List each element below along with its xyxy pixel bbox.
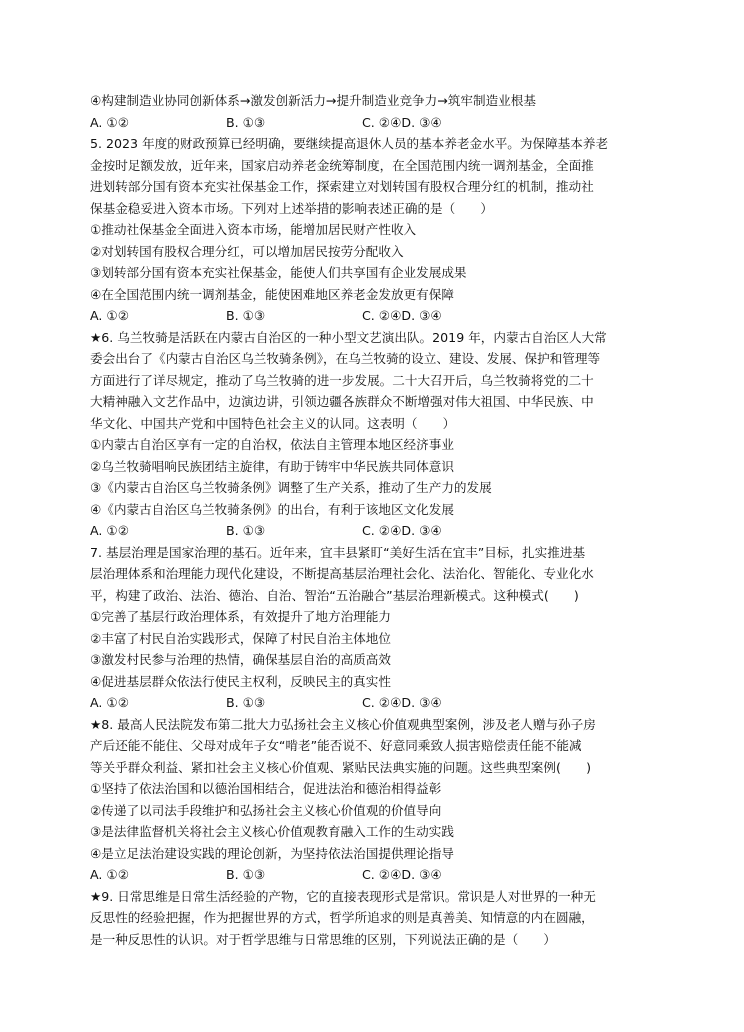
q8-statement-3: ③是法律监督机关将社会主义核心价值观教育融入工作的生动实践	[90, 824, 454, 839]
q7-options	[90, 692, 658, 714]
option-a: A. ①②	[90, 867, 129, 882]
q6-stem-line: 华文化、中国共产党和中国特色社会主义的认同。这表明（ ）	[90, 415, 456, 431]
q6-stem-line: 大精神融入文艺作品中，边演边讲，引领边疆各族群众不断增强对伟大祖国、中华民族、中	[90, 394, 594, 409]
q8-stem-line: ★8. 最高人民法院发布第二批大力弘扬社会主义核心价值观典型案例，涉及老人赠与孙子房	[90, 716, 596, 732]
q5-statement-3: ③划转部分国有资本充实社保基金，能使人们共享国有企业发展成果	[90, 265, 467, 280]
option-b: B. ①③	[226, 114, 266, 130]
document-content	[90, 90, 658, 950]
option-cd: C. ②④D. ③④	[362, 523, 442, 538]
question-8	[90, 714, 658, 886]
q5-statement-2: ②对划转国有股权合理分红，可以增加居民按劳分配收入	[90, 243, 404, 259]
question-6	[90, 327, 658, 542]
q7-stem-line: 平，构建了政治、法治、德治、自治、智治“五治融合”基层治理新模式。这种模式( )	[90, 587, 579, 603]
q6-statement-3: ③《内蒙古自治区乌兰牧骑条例》调整了生产关系，推动了生产力的发展	[90, 480, 492, 495]
q6-statement-1: ①内蒙古自治区享有一定的自治权，依法自主管理本地区经济事业	[90, 437, 454, 452]
q7-stem-line: 层治理体系和治理能力现代化建设，不断提高基层治理社会化、法治化、智能化、专业化水	[90, 566, 594, 581]
q7-stem-line: 7. 基层治理是国家治理的基石。近年来，宜丰县紧盯“美好生活在宜丰”目标，扎实推进基	[90, 544, 586, 560]
q6-options	[90, 520, 658, 542]
q6-stem-line: 方面进行了详尽规定，推动了乌兰牧骑的进一步发展。二十大召开后，乌兰牧骑将党的二十	[90, 372, 594, 388]
q8-statement-2: ②传递了以司法手段维护和弘扬社会主义核心价值观的价值导向	[90, 802, 442, 818]
q8-stem-line: 等关乎群众利益、紧扣社会主义核心价值观、紧贴民法典实施的问题。这些典型案例( )	[90, 759, 591, 775]
option-a: A. ①②	[90, 114, 129, 130]
q7-statement-4: ④促进基层群众依法行使民主权利，反映民主的真实性	[90, 673, 391, 689]
q8-options	[90, 864, 658, 886]
q7-statement-2: ②丰富了村民自治实践形式，保障了村民自治主体地位	[90, 630, 391, 646]
q6-statement-4: ④《内蒙古自治区乌兰牧骑条例》的出台，有利于该地区文化发展	[90, 501, 454, 517]
q5-stem-line: 金按时足额发放，近年来，国家启动养老金统筹制度，在全国范围内统一调剂基金，全面推	[90, 157, 594, 173]
q5-stem-line: 保基金稳妥进入资本市场。下列对上述举措的影响表述正确的是（ ）	[90, 200, 493, 216]
option-cd: C. ②④D. ③④	[362, 308, 442, 323]
option-cd: C. ②④D. ③④	[362, 695, 442, 710]
q9-stem-line: ★9. 日常思维是日常生活经验的产物，它的直接表现形式是常识。常识是人对世界的一种无	[90, 888, 596, 904]
q8-statement-1: ①坚持了依法治国和以德治国相结合，促进法治和德治相得益彰	[90, 781, 442, 796]
option-b: B. ①③	[226, 523, 266, 538]
q9-stem-line: 反思性的经验把握，作为把握世界的方式，哲学所追求的则是真善美、知情意的内在圆融，	[90, 910, 594, 925]
option-b: B. ①③	[226, 695, 266, 710]
q5-statement-1: ①推动社保基金全面进入资本市场，能增加居民财产性收入	[90, 222, 417, 237]
question-7	[90, 542, 658, 714]
q4-options	[90, 112, 658, 134]
option-a: A. ①②	[90, 695, 129, 710]
q5-options	[90, 305, 658, 327]
q6-stem-line: 委会出台了《内蒙古自治区乌兰牧骑条例》，在乌兰牧骑的设立、建设、发展、保护和管理等	[90, 351, 601, 366]
q7-statement-1: ①完善了基层行政治理体系，有效提升了地方治理能力	[90, 609, 391, 624]
q5-stem-line: 进划转部分国有资本充实社保基金工作，探索建立对划转国有股权合理分红的机制，推动社	[90, 179, 594, 194]
q8-statement-4: ④是立足法治建设实践的理论创新，为坚持依法治国提供理论指导	[90, 845, 454, 861]
q5-statement-4: ④在全国范围内统一调剂基金，能使困难地区养老金发放更有保障	[90, 286, 454, 302]
option-cd: C. ②④D. ③④	[362, 867, 442, 882]
q5-stem-line: 5. 2023 年度的财政预算已经明确，要继续提高退休人员的基本养老金水平。为保障基本养老	[90, 136, 609, 151]
option-b: B. ①③	[226, 867, 266, 882]
q9-stem-line: 是一种反思性的认识。对于哲学思维与日常思维的区别，下列说法正确的是（ ）	[90, 931, 556, 947]
option-cd: C. ②④D. ③④	[362, 114, 442, 130]
q8-stem-line: 产后还能不能住、父母对成年子女“啃老”能否说不、好意同乘致人损害赔偿责任能不能减	[90, 738, 582, 753]
question-5	[90, 133, 658, 327]
question-9	[90, 886, 658, 951]
option-a: A. ①②	[90, 523, 129, 538]
q4-statement-4: ④构建制造业协同创新体系→激发创新活力→提升制造业竞争力→筑牢制造业根基	[90, 93, 536, 108]
q7-statement-3: ③激发村民参与治理的热情，确保基层自治的高质高效	[90, 652, 391, 667]
q6-stem-line: ★6. 乌兰牧骑是活跃在内蒙古自治区的一种小型文艺演出队。2019 年，内蒙古自治区人大常	[90, 329, 607, 345]
option-a: A. ①②	[90, 308, 129, 323]
q6-statement-2: ②乌兰牧骑唱响民族团结主旋律，有助于铸牢中华民族共同体意识	[90, 458, 454, 474]
option-b: B. ①③	[226, 308, 266, 323]
